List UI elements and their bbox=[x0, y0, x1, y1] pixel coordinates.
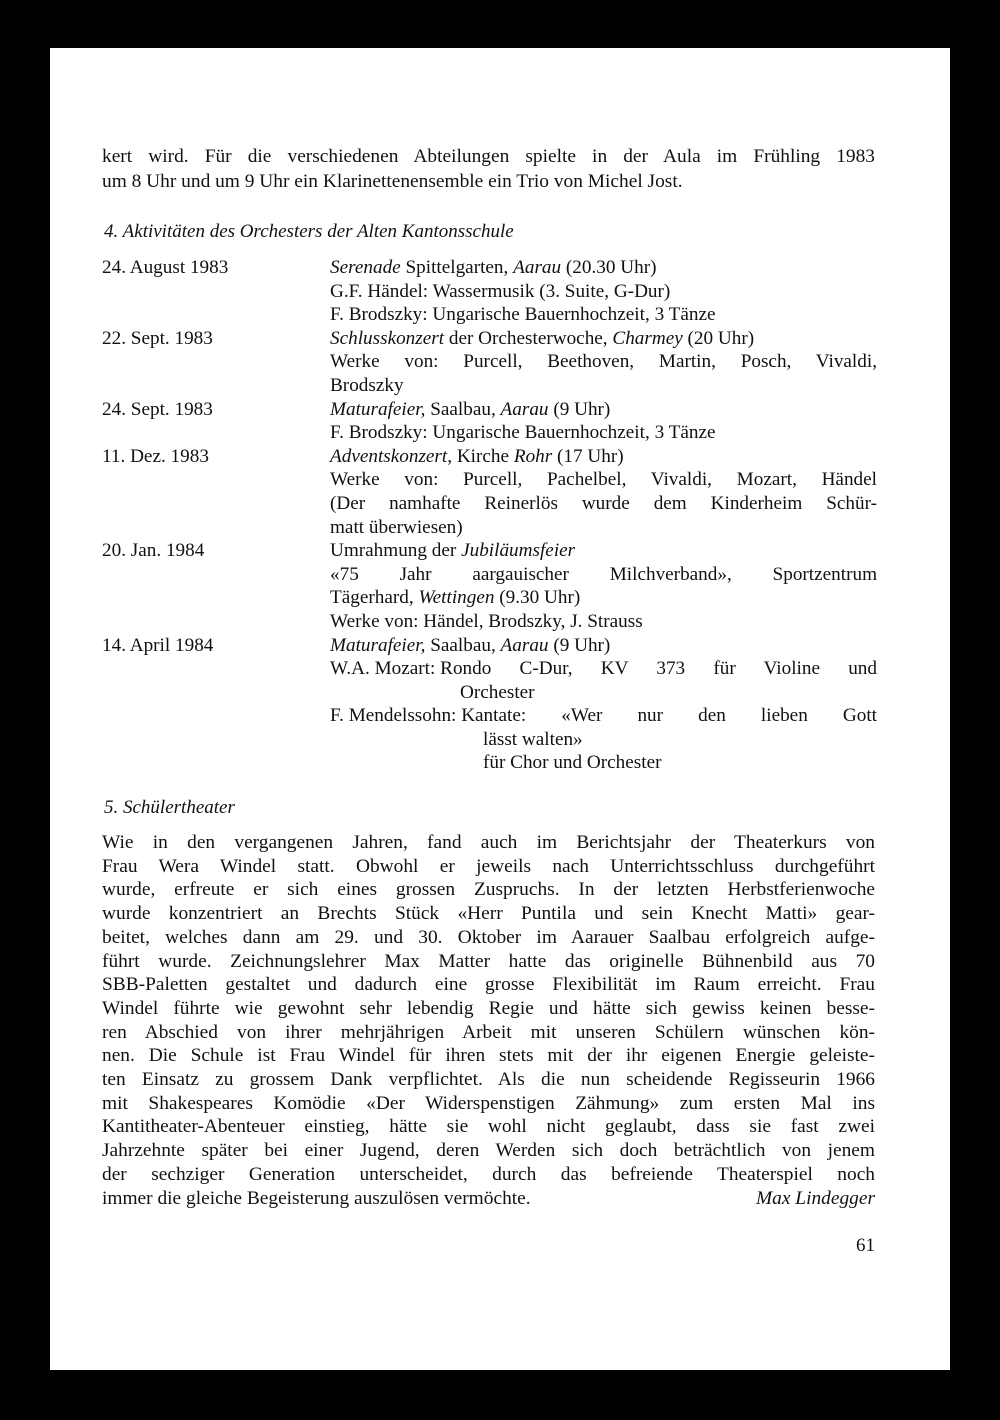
author-signature: Max Lindegger bbox=[755, 1187, 875, 1209]
theater-paragraph bbox=[102, 831, 875, 1210]
section-4-heading: 4. Aktivitäten des Orchesters der Alten Kantonsschule bbox=[104, 221, 514, 242]
event-title-line bbox=[330, 398, 877, 422]
event-program-line: Brodszky bbox=[330, 374, 404, 396]
event-time: (9.30 Uhr) bbox=[494, 587, 581, 609]
paragraph-line: beitet, welches dann am 29. und 30. Oktober im Aarauer Saalbau erfolgreich aufge- bbox=[102, 926, 875, 948]
program-work bbox=[330, 657, 877, 681]
work-title-continued: lässt walten» bbox=[483, 728, 583, 750]
event-program-line: Werke von: Purcell, Pachelbel, Vivaldi, Mozart, Händel bbox=[330, 469, 877, 491]
event-date: 20. Jan. 1984 bbox=[102, 540, 205, 562]
event-program-line: F. Brodszky: Ungarische Bauernhochzeit, 3 Tänze bbox=[330, 304, 716, 326]
event-title: Serenade bbox=[330, 257, 401, 278]
document-page bbox=[50, 48, 950, 1370]
event-place: Aarau bbox=[500, 634, 549, 656]
event-title-line bbox=[330, 539, 877, 563]
event-details bbox=[330, 634, 877, 776]
event-date: 24. August 1983 bbox=[102, 257, 229, 278]
event-venue: Saalbau, bbox=[425, 634, 501, 656]
event-details bbox=[330, 539, 877, 633]
event-time: (17 Uhr) bbox=[552, 445, 624, 467]
event-time: (9 Uhr) bbox=[548, 398, 611, 420]
paragraph-line: der sechziger Generation unterscheidet, durch das befreiende Theaterspiel noch bbox=[102, 1163, 875, 1185]
event-entry bbox=[102, 398, 877, 445]
paragraph-last-line bbox=[102, 1187, 875, 1211]
event-venue: Spittelgarten, bbox=[400, 257, 514, 278]
event-details bbox=[330, 256, 877, 327]
paragraph-line: Kantitheater-Abenteuer einstieg, hätte sie wohl nicht geglaubt, dass sie fast zwei bbox=[102, 1116, 875, 1138]
event-details bbox=[330, 445, 877, 539]
event-program-line: Werke von: Händel, Brodszky, J. Strauss bbox=[330, 610, 643, 632]
intro-line: um 8 Uhr und um 9 Uhr ein Klarinettenensemble ein Trio von Michel Jost. bbox=[102, 170, 683, 192]
event-entry bbox=[102, 327, 877, 398]
event-program-line: matt überwiesen) bbox=[330, 516, 463, 538]
event-entry bbox=[102, 634, 877, 776]
event-program-line: «75 Jahr aargauischer Milchverband», Sportzentrum bbox=[330, 563, 877, 585]
work-title: Rondo C-Dur, KV 373 für Violine und bbox=[440, 658, 877, 680]
work-composer: F. Mendelssohn: bbox=[330, 705, 462, 727]
event-title-line bbox=[330, 327, 877, 351]
event-place: Aarau bbox=[513, 257, 562, 278]
event-title-line bbox=[330, 445, 877, 469]
work-title-continued: für Chor und Orchester bbox=[483, 752, 662, 774]
paragraph-line: nen. Die Schule ist Frau Windel für ihren stets mit der ihr eigenen Energie geleiste- bbox=[102, 1045, 875, 1067]
paragraph-line: SBB-Paletten gestaltet und dadurch eine grosse Flexibilität im Raum erreicht. Frau bbox=[102, 974, 875, 996]
event-details bbox=[330, 327, 877, 398]
paragraph-line: mit Shakespeares Komödie «Der Widerspenstigen Zähmung» zum ersten Mal ins bbox=[102, 1092, 875, 1114]
paragraph-line: führt wurde. Zeichnungslehrer Max Matter hatte das originelle Bühnenbild aus 70 bbox=[102, 950, 875, 972]
event-title: Maturafeier, bbox=[330, 398, 426, 420]
orchestra-events-list bbox=[102, 256, 877, 775]
intro-line: kert wird. Für die verschiedenen Abteilungen spielte in der Aula im Frühling 1983 bbox=[102, 146, 875, 167]
event-program-line: (Der namhafte Reinerlös wurde dem Kinderheim Schür- bbox=[330, 492, 877, 514]
intro-paragraph bbox=[102, 145, 875, 194]
event-venue: Saalbau, bbox=[425, 398, 501, 420]
event-venue: Tägerhard, bbox=[330, 587, 419, 609]
event-place: Charmey bbox=[612, 327, 683, 349]
event-program-line: G.F. Händel: Wassermusik (3. Suite, G-Dur) bbox=[330, 280, 671, 302]
event-title: Adventskonzert, bbox=[330, 445, 453, 467]
event-location-line bbox=[330, 586, 877, 610]
event-place: Aarau bbox=[500, 398, 549, 420]
page-number: 61 bbox=[856, 1235, 875, 1256]
event-time: (20 Uhr) bbox=[682, 327, 755, 349]
paragraph-line: wurde, erfreute er sich eines grossen Zuspruchs. In der letzten Herbstferienwoche bbox=[102, 879, 875, 901]
event-title: Schlusskonzert bbox=[330, 327, 445, 349]
event-entry bbox=[102, 256, 877, 327]
event-date: 11. Dez. 1983 bbox=[102, 445, 209, 467]
paragraph-line: ren Abschied von ihrer mehrjährigen Arbeit mit unseren Schülern wünschen kön- bbox=[102, 1021, 875, 1043]
event-date: 14. April 1984 bbox=[102, 634, 214, 656]
paragraph-line: ten Einsatz zu grossem Dank verpflichtet. Als die nun scheidende Regisseurin 1966 bbox=[102, 1069, 875, 1091]
paragraph-line: immer die gleiche Begeisterung auszulösen vermöchte. bbox=[102, 1187, 531, 1209]
event-program-line: F. Brodszky: Ungarische Bauernhochzeit, 3 Tänze bbox=[330, 422, 716, 444]
event-date: 24. Sept. 1983 bbox=[102, 398, 213, 420]
event-entry bbox=[102, 445, 877, 539]
event-time: (20.30 Uhr) bbox=[561, 257, 657, 278]
event-title: Jubiläumsfeier bbox=[461, 540, 576, 562]
paragraph-line: wurde konzentriert an Brechts Stück «Herr Puntila und sein Knecht Matti» gear- bbox=[102, 903, 875, 925]
event-venue: der Orchesterwoche, bbox=[444, 327, 613, 349]
event-title: Maturafeier, bbox=[330, 634, 426, 656]
event-venue: Kirche bbox=[452, 445, 514, 467]
paragraph-line: Wie in den vergangenen Jahren, fand auch im Berichtsjahr der Theaterkurs von bbox=[102, 832, 875, 853]
event-date: 22. Sept. 1983 bbox=[102, 327, 213, 349]
event-details bbox=[330, 398, 877, 445]
event-title-line bbox=[330, 634, 877, 658]
paragraph-line: Windel führte wie gewohnt sehr lebendig Regie und hätte sich gewiss keinen besse- bbox=[102, 997, 875, 1019]
event-prefix: Umrahmung der bbox=[330, 540, 462, 562]
event-entry bbox=[102, 539, 877, 633]
program-work bbox=[330, 704, 877, 728]
work-composer: W.A. Mozart: bbox=[330, 658, 441, 680]
event-place: Wettingen bbox=[418, 587, 495, 609]
paragraph-line: Frau Wera Windel statt. Obwohl er jeweils nach Unterrichtsschluss durchgeführt bbox=[102, 855, 875, 877]
event-title-line bbox=[330, 256, 877, 280]
paragraph-line: Jahrzehnte später bei einer Jugend, deren Werden sich doch beträchtlich von jenem bbox=[102, 1140, 875, 1162]
event-place: Rohr bbox=[513, 445, 553, 467]
work-title: Kantate: «Wer nur den lieben Gott bbox=[461, 705, 877, 727]
event-program-line: Werke von: Purcell, Beethoven, Martin, Posch, Vivaldi, bbox=[330, 351, 877, 373]
section-5-heading: 5. Schülertheater bbox=[104, 797, 235, 818]
event-time: (9 Uhr) bbox=[548, 634, 611, 656]
work-title-continued: Orchester bbox=[460, 681, 535, 703]
